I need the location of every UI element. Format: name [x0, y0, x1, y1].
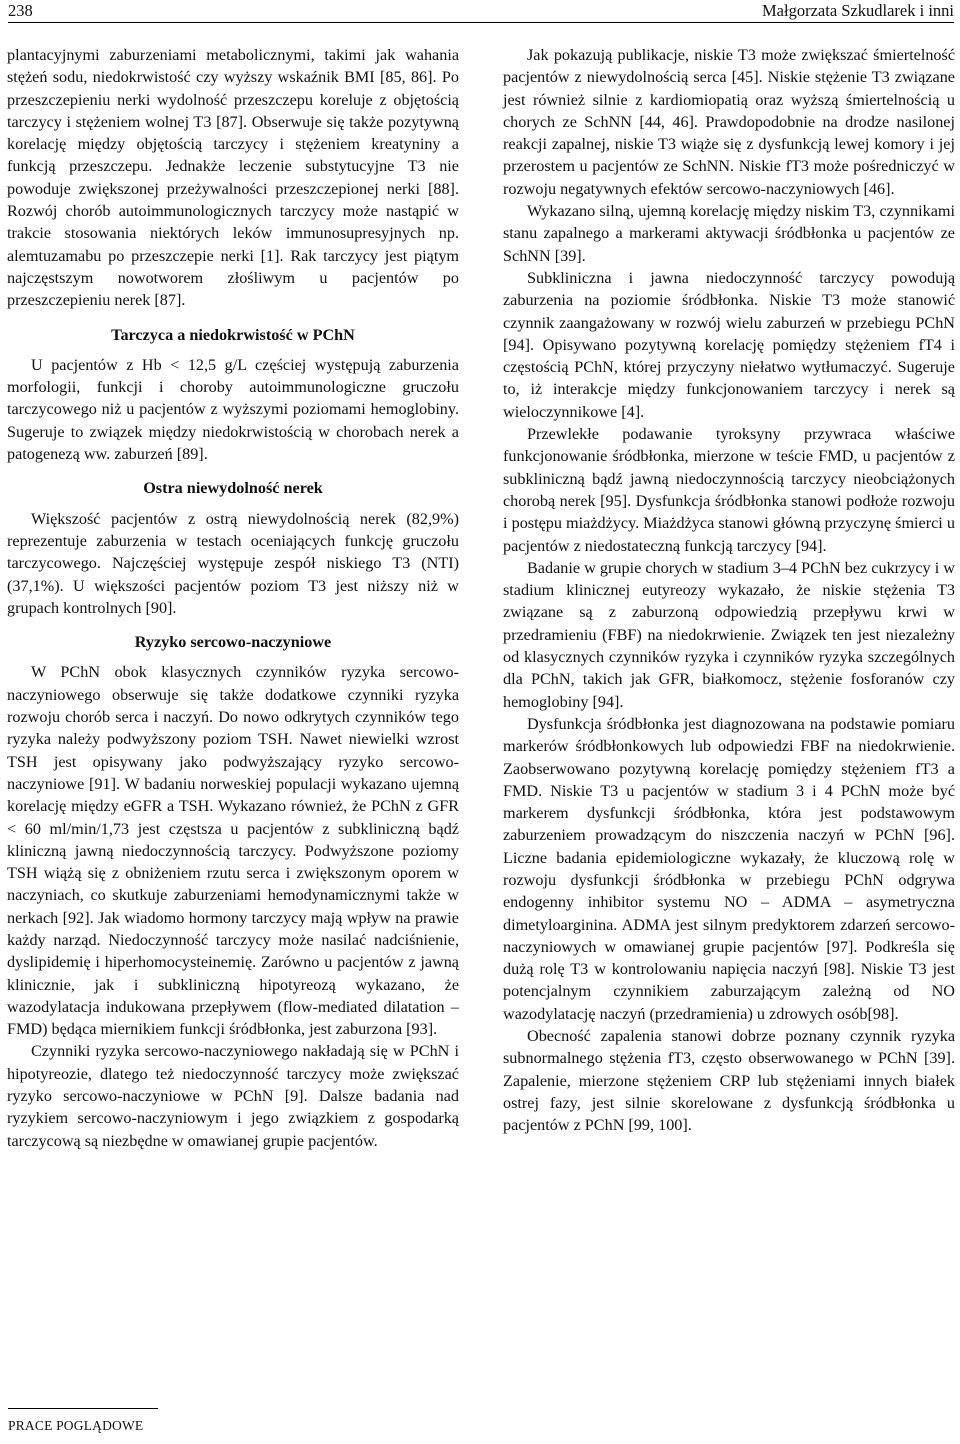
paragraph: Czynniki ryzyka sercowo-naczyniowego nakładają się w PChN i hipotyreozie, dlatego też niedoczynność tarczycy może zwiększać ryzyko sercowo-naczyniowe w PChN [9]. Dalsze badania nad ryzykiem sercowo-naczyniowym i jego związkiem z gospodarką tarczycową są niezbędne w omawianej grupie pacjentów.	[7, 1042, 459, 1150]
paragraph: U pacjentów z Hb < 12,5 g/L częściej występują zaburzenia morfologii, funkcji i choroby autoimmunologiczne gruczołu tarczycowego niż u pacjentów z wyższymi poziomami hemoglobiny. Sugeruje to związek między niedokrwistością w chorobach nerek a patogenezą ww. zaburzeń [89].	[7, 355, 459, 464]
paragraph: Wykazano silną, ujemną korelację między niskim T3, czynnikami stanu zapalnego a markerami aktywacji śródbłonka u pacjentów ze SchNN [39].	[503, 202, 955, 265]
section-heading: Tarczyca a niedokrwistość w PChN	[111, 325, 355, 344]
running-header	[8, 0, 954, 24]
paragraph: Jak pokazują publikacje, niskie T3 może zwiększać śmiertelność pacjentów z niewydolnością serca [45]. Niskie stężenie T3 związane jest również silnie z kardiomiopatią oraz wyższą śmiertelnością u chorych ze SchNN [44, 46]. Prawdopodobnie na drodze nasilonej reakcji zapalnej, niskie T3 wiąże się z dysfunkcją lewej komory i jej przerostem u pacjentów ze SchNN. Niskie fT3 może pośredniczyć w rozwoju negatywnych efektów sercowo-naczyniowych [46].	[503, 46, 955, 198]
paragraph: plantacyjnymi zaburzeniami metabolicznymi, takimi jak wahania stężeń sodu, niedokrwistość czy wyższy wskaźnik BMI [85, 86]. Po przeszczepieniu nerki wydolność przeszczepu koreluje z objętością tarczycy i stężeniem wolnej T3 [87]. Obserwuje się także pozytywną korelację między objętością tarczycy i stężeniem kreatyniny a funkcją przeszczepu. Jednakże leczenie substytucyjne T3 nie powoduje zwiększonej przeżywalności przeszczepionej nerki [88]. Rozwój chorób autoimmunologicznych tarczycy może nastąpić w trakcie stosowania niektórych leków immunosupresyjnych np. alemtuzamabu po przeszczepie nerki [1]. Rak tarczycy jest piątym najczęstszym nowotworem złośliwym u pacjentów po przeszczepieniu nerek [87].	[7, 46, 459, 310]
paragraph: Subkliniczna i jawna niedoczynność tarczycy powodują zaburzenia na poziomie śródbłonka. Niskie T3 może stanowić czynnik zaangażowany w rozwój wielu zaburzeń w przebiegu PChN [94]. Opisywano pozytywną korelację pomiędzy stężeniem fT4 i częstością PChN, której przyczyny niełatwo wytłumaczyć. Sugeruje to, iż interakcje między funkcjonowaniem tarczycy i nerek są wieloczynnikowe [4].	[503, 268, 955, 421]
left-column	[7, 44, 459, 1152]
header-rule	[8, 22, 954, 23]
paragraph: Dysfunkcja śródbłonka jest diagnozowana na podstawie pomiaru markerów śródbłonkowych lub odpowiedzi FBF na niedokrwienie. Zaobserwowano pozytywną korelację pomiędzy stężeniem fT3 a FMD. Niskie T3 u pacjentów w stadium 3 i 4 PChN może być markerem dysfunkcji śródbłonka, która jest podstawowym zaburzeniem prowadzącym do niszczenia naczyń w PChN [96]. Liczne badania epidemiologiczne wykazały, że kluczową rolę w rozwoju dysfunkcji śródbłonka w przebiegu PChN odgrywa endogenny inhibitor systemu NO – ADMA – asymetryczna dimetyloarginina. ADMA jest silnym predyktorem zdarzeń sercowo-naczyniowych w omawianej grupie pacjentów [97]. Podkreśla się dużą rolę T3 w kontrolowaniu napięcia naczyń [98]. Niskie T3 jest potencjalnym czynnikiem zaburzającym zależną od NO wazodylatację naczyń (przedramienia) u zdrowych osób[98].	[503, 714, 955, 1023]
footer-rule	[8, 1408, 158, 1409]
paragraph: W PChN obok klasycznych czynników ryzyka sercowo-naczyniowego obserwuje się także dodatkowe czynniki ryzyka rozwoju chorób serca i naczyń. Do nowo odkrytych czynników tego ryzyka należy podwyższony poziom TSH. Nawet niewielki wzrost TSH jest opisywany jako podwyższający ryzyko sercowo-naczyniowe [91]. W badaniu norweskiej populacji wykazano ujemną korelację między eGFR a TSH. Wykazano również, że PChN z GFR < 60 ml/min/1,73 jest częstsza u pacjentów z subkliniczną bądź kliniczną jawną niedoczynnością tarczycy. Podwyższone poziomy TSH wiążą się z obniżeniem rzutu serca i zwiększonym oporem w naczyniach, co skutkuje zaburzeniami hemodynamicznymi także w nerkach [92]. Jak wiadomo hormony tarczycy mają wpływ na prawie każdy narząd. Niedoczynność tarczycy może nasilać nadciśnienie, dyslipidemię i hiperhomocysteinemię. Zarówno u pacjentów z jawną klinicznie, jak i subkliniczną hipotyreozą wykazano, że wazodylatacja indukowana przepływem (flow-mediated dilatation – FMD) będąca miernikiem funkcji śródbłonka, jest zaburzona [93].	[7, 663, 459, 1039]
paragraph: Przewlekłe podawanie tyroksyny przywraca właściwe funkcjonowanie śródbłonka, mierzone w teście FMD, u pacjentów z subkliniczną bądź jawną niedoczynnością tarczycy nieobciążonych chorobą nerek [95]. Dysfunkcja śródbłonka stanowi podłoże rozwoju i postępu miażdżycy. Miażdżyca stanowi główną przyczynę śmierci u pacjentów z niedostateczną funkcją tarczycy [94].	[503, 425, 955, 555]
running-authors: Małgorzata Szkudlarek i inni	[762, 1, 954, 20]
paragraph: Większość pacjentów z ostrą niewydolnością nerek (82,9%) reprezentuje zaburzenia w testach oceniających funkcję gruczołu tarczycowego. Najczęściej występuje zespół niskiego T3 (NTI) (37,1%). U większości pacjentów poziom T3 jest niższy niż w grupach kontrolnych [90].	[7, 509, 459, 617]
paragraph: Obecność zapalenia stanowi dobrze poznany czynnik ryzyka subnormalnego stężenia fT3, często obserwowanego w PChN [39]. Zapalenie, mierzone stężeniem CRP lub stężeniami innych białek ostrej fazy, jest silnie skorelowane z dysfunkcją śródbłonka u pacjentów z PChN [99, 100].	[503, 1027, 955, 1135]
page-number: 238	[8, 1, 33, 20]
right-column	[503, 44, 955, 1137]
section-heading: Ryzyko sercowo-naczyniowe	[134, 633, 332, 652]
paragraph: Badanie w grupie chorych w stadium 3–4 PChN bez cukrzycy i w stadium klinicznej eutyreozy wykazało, że niskie stężenia T3 związane są z zaburzoną odpowiedzią przepływu krwi w przedramieniu (FBF) na niedokrwienie. Związek ten jest niezależny od klasycznych czynników ryzyka i czynników ryzyka szczególnych dla PChN, takich jak GFR, białkomocz, stężenie fosforanów czy hemoglobiny [94].	[503, 558, 955, 711]
section-heading: Ostra niewydolność nerek	[143, 479, 323, 498]
section-footer: PRACE POGLĄDOWE	[8, 1418, 144, 1433]
